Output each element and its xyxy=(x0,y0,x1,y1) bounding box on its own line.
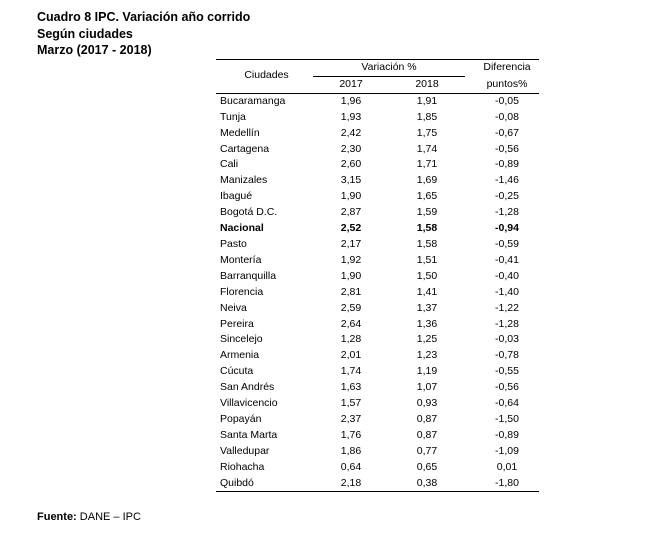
value-2018-cell: 1,19 xyxy=(416,365,438,378)
spacer-cell xyxy=(465,380,475,396)
city-cell: Valledupar xyxy=(220,444,270,457)
table-row xyxy=(216,396,539,412)
difference-cell: -1,50 xyxy=(495,412,519,425)
difference-cell: -0,05 xyxy=(495,94,519,107)
city-cell: Cali xyxy=(220,158,239,171)
spacer-cell xyxy=(465,396,475,412)
city-cell: Manizales xyxy=(220,174,268,187)
value-2017-cell: 2,64 xyxy=(340,317,362,330)
spacer-cell xyxy=(465,412,475,428)
difference-cell: -1,22 xyxy=(495,301,519,314)
difference-cell: -0,94 xyxy=(495,222,519,235)
table-row xyxy=(216,221,539,237)
difference-cell: -1,28 xyxy=(495,206,519,219)
difference-cell: -0,56 xyxy=(495,142,519,155)
spacer-cell xyxy=(465,317,475,333)
city-cell: Quibdó xyxy=(216,476,313,492)
table-row xyxy=(216,348,539,364)
spacer-cell xyxy=(465,428,475,444)
value-2018-cell: 1,51 xyxy=(416,253,438,266)
city-cell: Bogotá D.C. xyxy=(220,206,278,219)
city-cell: Santa Marta xyxy=(220,428,278,441)
difference-cell: -0,89 xyxy=(495,428,519,441)
city-cell: Florencia xyxy=(220,285,264,298)
value-2017-cell: 1,90 xyxy=(340,190,362,203)
table-row xyxy=(216,142,539,158)
city-cell: Bucaramanga xyxy=(220,94,286,107)
value-2018-cell: 1,65 xyxy=(416,190,438,203)
table-row xyxy=(216,364,539,380)
spacer-cell xyxy=(465,221,475,237)
value-2018-cell: 1,59 xyxy=(416,206,438,219)
table-row xyxy=(216,301,539,317)
value-2017-cell: 2,18 xyxy=(313,476,389,492)
caption-subtitle: Según ciudades xyxy=(37,26,133,41)
difference-cell: -1,46 xyxy=(495,174,519,187)
table-row xyxy=(216,253,539,269)
value-2017-cell: 2,01 xyxy=(340,349,362,362)
difference-cell: -1,09 xyxy=(495,444,519,457)
spacer-cell xyxy=(465,142,475,158)
table-row xyxy=(216,428,539,444)
value-2017-cell: 2,37 xyxy=(340,412,362,425)
spacer-cell xyxy=(465,237,475,253)
difference-cell: -0,64 xyxy=(495,397,519,410)
value-2018-cell: 1,07 xyxy=(416,381,438,394)
difference-cell: -0,89 xyxy=(495,158,519,171)
value-2017-cell: 3,15 xyxy=(340,174,362,187)
difference-cell: -0,03 xyxy=(495,333,519,346)
city-cell: Medellín xyxy=(220,126,260,139)
table-row xyxy=(216,444,539,460)
city-cell: Cartagena xyxy=(220,142,270,155)
value-2018-cell: 0,65 xyxy=(416,460,438,473)
table-row xyxy=(216,237,539,253)
value-2017-cell: 2,17 xyxy=(340,237,362,250)
difference-cell: -0,25 xyxy=(495,190,519,203)
city-cell: Armenia xyxy=(220,349,260,362)
table-row xyxy=(216,157,539,173)
value-2017-cell: 1,28 xyxy=(340,333,362,346)
table-row xyxy=(216,93,539,109)
value-2017-cell: 2,52 xyxy=(340,222,362,235)
value-2018-cell: 0,38 xyxy=(389,476,465,492)
value-2017-cell: 2,59 xyxy=(340,301,362,314)
city-cell: Pasto xyxy=(220,237,247,250)
difference-cell: -0,67 xyxy=(495,126,519,139)
value-2017-cell: 2,60 xyxy=(340,158,362,171)
city-cell: Riohacha xyxy=(220,460,265,473)
header-spacer xyxy=(465,60,475,77)
header-variation: Variación % xyxy=(313,60,465,77)
difference-cell: -0,59 xyxy=(495,237,519,250)
table-row xyxy=(216,110,539,126)
table-caption xyxy=(37,9,250,59)
value-2018-cell: 1,58 xyxy=(416,222,438,235)
city-cell: Pereira xyxy=(220,317,254,330)
spacer-cell xyxy=(465,476,475,492)
table-row xyxy=(216,380,539,396)
spacer-cell xyxy=(465,157,475,173)
value-2017-cell: 1,63 xyxy=(340,381,362,394)
city-cell: Villavicencio xyxy=(220,397,278,410)
value-2017-cell: 1,92 xyxy=(340,253,362,266)
table-row xyxy=(216,476,539,492)
value-2018-cell: 1,74 xyxy=(416,142,438,155)
spacer-cell xyxy=(465,189,475,205)
difference-cell: -0,40 xyxy=(495,269,519,282)
city-cell: Sincelejo xyxy=(220,333,263,346)
difference-cell: -0,08 xyxy=(495,110,519,123)
value-2017-cell: 0,64 xyxy=(340,460,362,473)
value-2018-cell: 1,37 xyxy=(416,301,438,314)
spacer-cell xyxy=(465,110,475,126)
value-2017-cell: 1,76 xyxy=(340,428,362,441)
value-2018-cell: 1,36 xyxy=(416,317,438,330)
value-2017-cell: 1,57 xyxy=(340,397,362,410)
table-row xyxy=(216,205,539,221)
table-row xyxy=(216,173,539,189)
value-2018-cell: 1,50 xyxy=(416,269,438,282)
spacer-cell xyxy=(465,348,475,364)
city-cell: Popayán xyxy=(220,412,262,425)
spacer-cell xyxy=(465,460,475,476)
header-cities: Ciudades xyxy=(216,60,313,94)
city-cell: Barranquilla xyxy=(220,269,277,282)
spacer-cell xyxy=(465,285,475,301)
value-2017-cell: 2,87 xyxy=(340,206,362,219)
spacer-cell xyxy=(465,93,475,109)
difference-cell: -1,80 xyxy=(475,476,539,492)
spacer-cell xyxy=(465,444,475,460)
city-cell: Tunja xyxy=(220,110,246,123)
value-2018-cell: 0,77 xyxy=(416,444,438,457)
table-body xyxy=(216,93,539,492)
caption-period: Marzo (2017 - 2018) xyxy=(37,43,152,57)
value-2018-cell: 1,75 xyxy=(416,126,438,139)
difference-cell: -0,78 xyxy=(495,349,519,362)
value-2018-cell: 1,58 xyxy=(416,237,438,250)
table-row xyxy=(216,269,539,285)
value-2018-cell: 1,85 xyxy=(416,110,438,123)
table-row xyxy=(216,460,539,476)
value-2018-cell: 1,69 xyxy=(416,174,438,187)
value-2018-cell: 0,87 xyxy=(416,428,438,441)
source-text: DANE – IPC xyxy=(79,511,141,523)
header-difference-unit: puntos% xyxy=(475,76,539,93)
spacer-cell xyxy=(465,269,475,285)
value-2017-cell: 1,90 xyxy=(340,269,362,282)
value-2017-cell: 2,42 xyxy=(340,126,362,139)
value-2018-cell: 1,71 xyxy=(416,158,438,171)
spacer-cell xyxy=(465,301,475,317)
spacer-cell xyxy=(465,173,475,189)
header-2018: 2018 xyxy=(389,76,465,93)
header-difference: Diferencia xyxy=(475,60,539,77)
city-cell: Montería xyxy=(220,253,262,266)
difference-cell: -1,40 xyxy=(495,285,519,298)
spacer-cell xyxy=(465,253,475,269)
source-note xyxy=(37,511,141,523)
difference-cell: 0,01 xyxy=(496,460,518,473)
table-row xyxy=(216,317,539,333)
source-label: Fuente: xyxy=(37,511,77,523)
spacer-cell xyxy=(465,364,475,380)
city-cell: Cúcuta xyxy=(220,365,254,378)
value-2018-cell: 1,41 xyxy=(416,285,438,298)
table-row xyxy=(216,412,539,428)
header-2017: 2017 xyxy=(313,76,389,93)
value-2018-cell: 1,91 xyxy=(416,94,438,107)
difference-cell: -1,28 xyxy=(495,317,519,330)
spacer-cell xyxy=(465,332,475,348)
spacer-cell xyxy=(465,205,475,221)
table-row xyxy=(216,189,539,205)
value-2018-cell: 0,87 xyxy=(416,412,438,425)
table-row xyxy=(216,332,539,348)
difference-cell: -0,56 xyxy=(495,381,519,394)
city-cell: Nacional xyxy=(220,222,264,235)
city-cell: Neiva xyxy=(220,301,247,314)
value-2018-cell: 1,25 xyxy=(416,333,438,346)
caption-title: Cuadro 8 IPC. Variación año corrido xyxy=(37,10,251,24)
value-2017-cell: 1,74 xyxy=(340,365,362,378)
value-2017-cell: 2,30 xyxy=(340,142,362,155)
ipc-table xyxy=(216,59,539,492)
difference-cell: -0,41 xyxy=(495,253,519,266)
header-spacer xyxy=(465,76,475,93)
value-2017-cell: 2,81 xyxy=(340,285,362,298)
value-2018-cell: 0,93 xyxy=(416,397,438,410)
spacer-cell xyxy=(465,126,475,142)
city-cell: San Andrés xyxy=(220,381,275,394)
value-2017-cell: 1,86 xyxy=(340,444,362,457)
value-2017-cell: 1,96 xyxy=(340,94,362,107)
value-2017-cell: 1,93 xyxy=(340,110,362,123)
table-row xyxy=(216,285,539,301)
city-cell: Ibagué xyxy=(220,190,253,203)
value-2018-cell: 1,23 xyxy=(416,349,438,362)
table-row xyxy=(216,126,539,142)
difference-cell: -0,55 xyxy=(495,365,519,378)
